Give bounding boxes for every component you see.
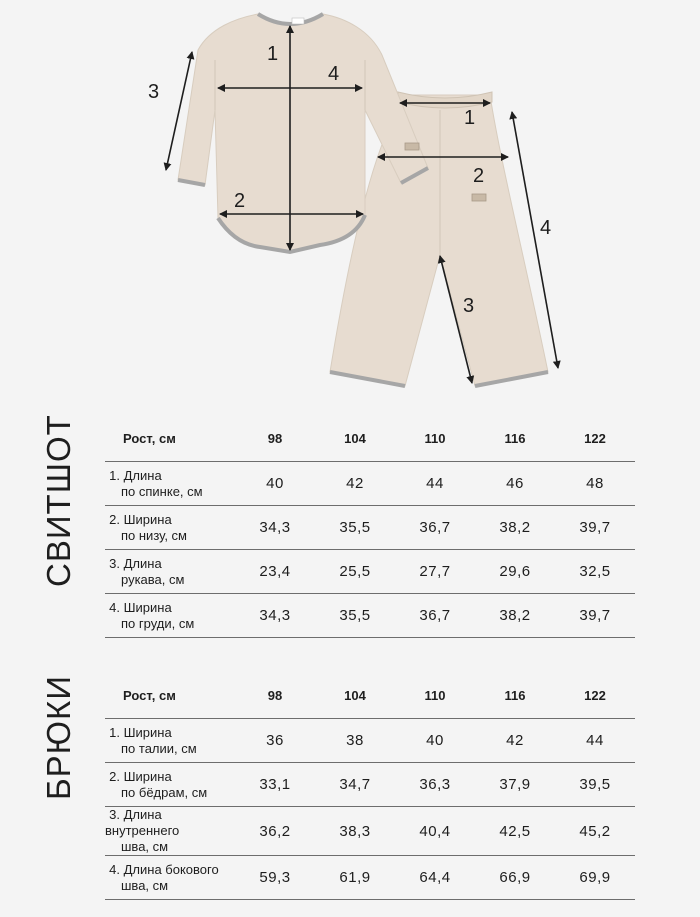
table-row (105, 506, 635, 550)
sweatshirt-label-2: 2 (234, 190, 246, 212)
table-cell: 23,4 (259, 563, 291, 580)
size-header: 104 (344, 687, 366, 703)
table-cell: 39,7 (579, 519, 611, 536)
size-header: 116 (504, 687, 526, 703)
table-cell: 39,7 (579, 607, 611, 624)
sweatshirt-label-1: 1 (267, 43, 279, 65)
table-cell: 42 (346, 475, 364, 492)
table-cell: 42,5 (499, 822, 531, 840)
table-cell: 38,2 (499, 607, 531, 624)
table-row (105, 594, 635, 638)
table-row (105, 719, 635, 763)
table-cell: 37,9 (499, 776, 531, 793)
table-cell: 45,2 (579, 822, 611, 840)
size-header: 110 (424, 430, 446, 446)
table-row (105, 763, 635, 807)
table-cell: 25,5 (339, 563, 371, 580)
pants-label-3: 3 (463, 295, 475, 317)
table-cell: 61,9 (339, 869, 371, 886)
size-header: 98 (267, 430, 283, 446)
table-cell: 69,9 (579, 869, 611, 886)
table-row (105, 856, 635, 900)
table-cell: 34,7 (339, 776, 371, 793)
table-cell: 33,1 (259, 776, 291, 793)
table-row (105, 550, 635, 594)
table-cell: 42 (506, 732, 524, 749)
pants-label-2: 2 (473, 165, 485, 187)
height-header: Рост, см (123, 430, 176, 446)
table-cell: 36,2 (259, 822, 291, 840)
size-header: 110 (424, 687, 446, 703)
sweatshirt-sleeve-tag (405, 143, 419, 150)
pants-label-1: 1 (464, 107, 476, 129)
table-cell: 36 (266, 732, 284, 749)
sweatshirt-size-table (105, 415, 635, 638)
measurement-label: 1. Ширина по талии, см (109, 724, 197, 756)
measurement-label: 3. Длина рукава, см (109, 555, 185, 587)
pants-tag (472, 194, 486, 201)
table-cell: 29,6 (499, 563, 531, 580)
sweatshirt-neck-label (292, 18, 304, 24)
size-header: 116 (504, 430, 526, 446)
size-header: 104 (344, 430, 366, 446)
size-header: 122 (584, 687, 606, 703)
table-cell: 36,7 (419, 519, 451, 536)
table-cell: 35,5 (339, 607, 371, 624)
sweatshirt-section-title: СВИТШОТ (40, 414, 77, 587)
sweatshirt-label-3: 3 (148, 81, 160, 103)
size-header: 98 (267, 687, 283, 703)
table-cell: 40 (266, 475, 284, 492)
table-cell: 48 (586, 475, 604, 492)
sweatshirt-header-row (105, 415, 635, 462)
pants-size-table (105, 672, 635, 900)
table-cell: 34,3 (259, 519, 291, 536)
table-cell: 59,3 (259, 869, 291, 886)
size-header: 122 (584, 430, 606, 446)
measurement-label: 4. Ширина по груди, см (109, 599, 195, 631)
measurement-label: 2. Ширина по бёдрам, см (109, 768, 208, 800)
measurement-label: 4. Длина бокового шва, см (109, 861, 219, 893)
measurement-label: 1. Длина по спинке, см (109, 467, 203, 499)
measurement-label: 2. Ширина по низу, см (109, 511, 187, 543)
table-cell: 38 (346, 732, 364, 749)
pants-section-title: БРЮКИ (40, 675, 77, 800)
table-cell: 34,3 (259, 607, 291, 624)
table-cell: 38,3 (339, 822, 371, 840)
table-cell: 64,4 (419, 869, 451, 886)
table-cell: 35,5 (339, 519, 371, 536)
measurement-label: 3. Длина внутреннего шва, см (105, 807, 180, 854)
table-cell: 36,7 (419, 607, 451, 624)
pants-label-4: 4 (540, 217, 552, 239)
table-row (105, 462, 635, 506)
table-row (105, 807, 635, 856)
table-cell: 27,7 (419, 563, 451, 580)
sweatshirt-label-4: 4 (328, 63, 340, 85)
table-cell: 32,5 (579, 563, 611, 580)
garment-illustration (0, 0, 700, 400)
table-cell: 40,4 (419, 822, 451, 840)
table-cell: 40 (426, 732, 444, 749)
height-header: Рост, см (123, 687, 176, 703)
table-cell: 66,9 (499, 869, 531, 886)
table-cell: 44 (426, 475, 444, 492)
table-cell: 39,5 (579, 776, 611, 793)
table-cell: 36,3 (419, 776, 451, 793)
table-cell: 46 (506, 475, 524, 492)
table-cell: 38,2 (499, 519, 531, 536)
table-cell: 44 (586, 732, 604, 749)
pants-header-row (105, 672, 635, 719)
